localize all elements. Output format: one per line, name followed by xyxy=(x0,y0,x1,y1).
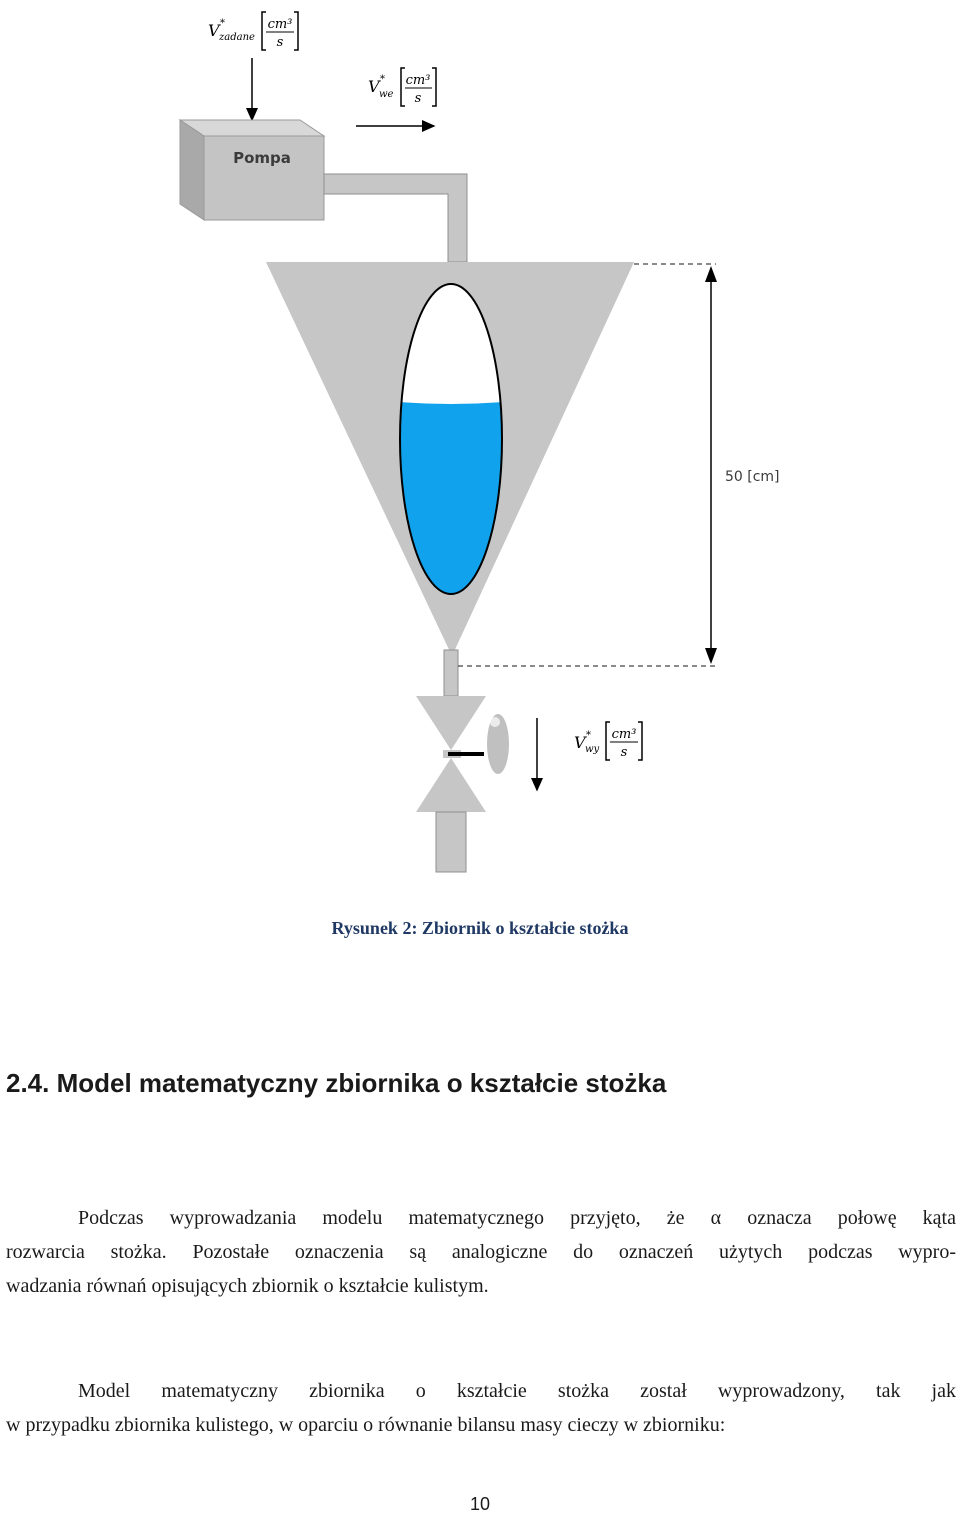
outlet-pipe-upper xyxy=(444,650,458,696)
paragraph-1 xyxy=(6,1201,956,1303)
paragraph-1-line-1: Podczas wyprowadzania modelu matematycznego przyjęto, że α oznacza połowę kąta xyxy=(78,1207,956,1229)
svg-text:zadane: zadane xyxy=(219,32,255,43)
svg-text:s: s xyxy=(276,35,284,50)
svg-text:s: s xyxy=(620,745,628,760)
section-heading: 2.4. Model matematyczny zbiornika o kształcie stożka xyxy=(6,1068,667,1098)
paragraph-2 xyxy=(6,1374,956,1442)
svg-text:cm³: cm³ xyxy=(267,17,293,32)
paragraph-2-line-1: Model matematyczny zbiornika o kształcie stożka został wyprowadzony, tak jak xyxy=(78,1380,956,1402)
valve xyxy=(416,696,509,812)
paragraph-1-line-2: rozwarcia stożka. Pozostałe oznaczenia są analogiczne do oznaczeń użytych podczas wypro- xyxy=(6,1241,956,1263)
height-label: 50 [cm] xyxy=(725,469,780,485)
svg-text:we: we xyxy=(379,89,394,100)
svg-text:V: V xyxy=(368,77,380,96)
pump xyxy=(180,120,324,220)
outflow-label xyxy=(574,722,642,760)
paragraph-1-line-3: wadzania równań opisujących zbiornik o kształcie kulistym. xyxy=(6,1275,489,1297)
svg-text:V: V xyxy=(208,21,220,40)
paragraph-2-line-2: w przypadku zbiornika kulistego, w oparciu o równanie bilansu masy cieczy w zbiorniku: xyxy=(6,1414,726,1436)
svg-text:*: * xyxy=(380,74,385,85)
svg-text:cm³: cm³ xyxy=(405,73,431,88)
inlet-pipe xyxy=(324,174,467,262)
figure-caption: Rysunek 2: Zbiornik o kształcie stożka xyxy=(331,918,629,938)
svg-text:*: * xyxy=(586,730,591,741)
svg-text:s: s xyxy=(414,91,422,106)
setpoint-flow-label xyxy=(208,12,298,50)
pump-label: Pompa xyxy=(233,149,291,167)
svg-text:*: * xyxy=(220,18,225,29)
svg-text:cm³: cm³ xyxy=(611,727,637,742)
svg-text:V: V xyxy=(574,733,586,752)
svg-text:wy: wy xyxy=(585,744,600,755)
page-number: 10 xyxy=(469,1494,491,1514)
outlet-pipe-lower xyxy=(436,812,466,872)
inflow-label xyxy=(368,68,436,106)
